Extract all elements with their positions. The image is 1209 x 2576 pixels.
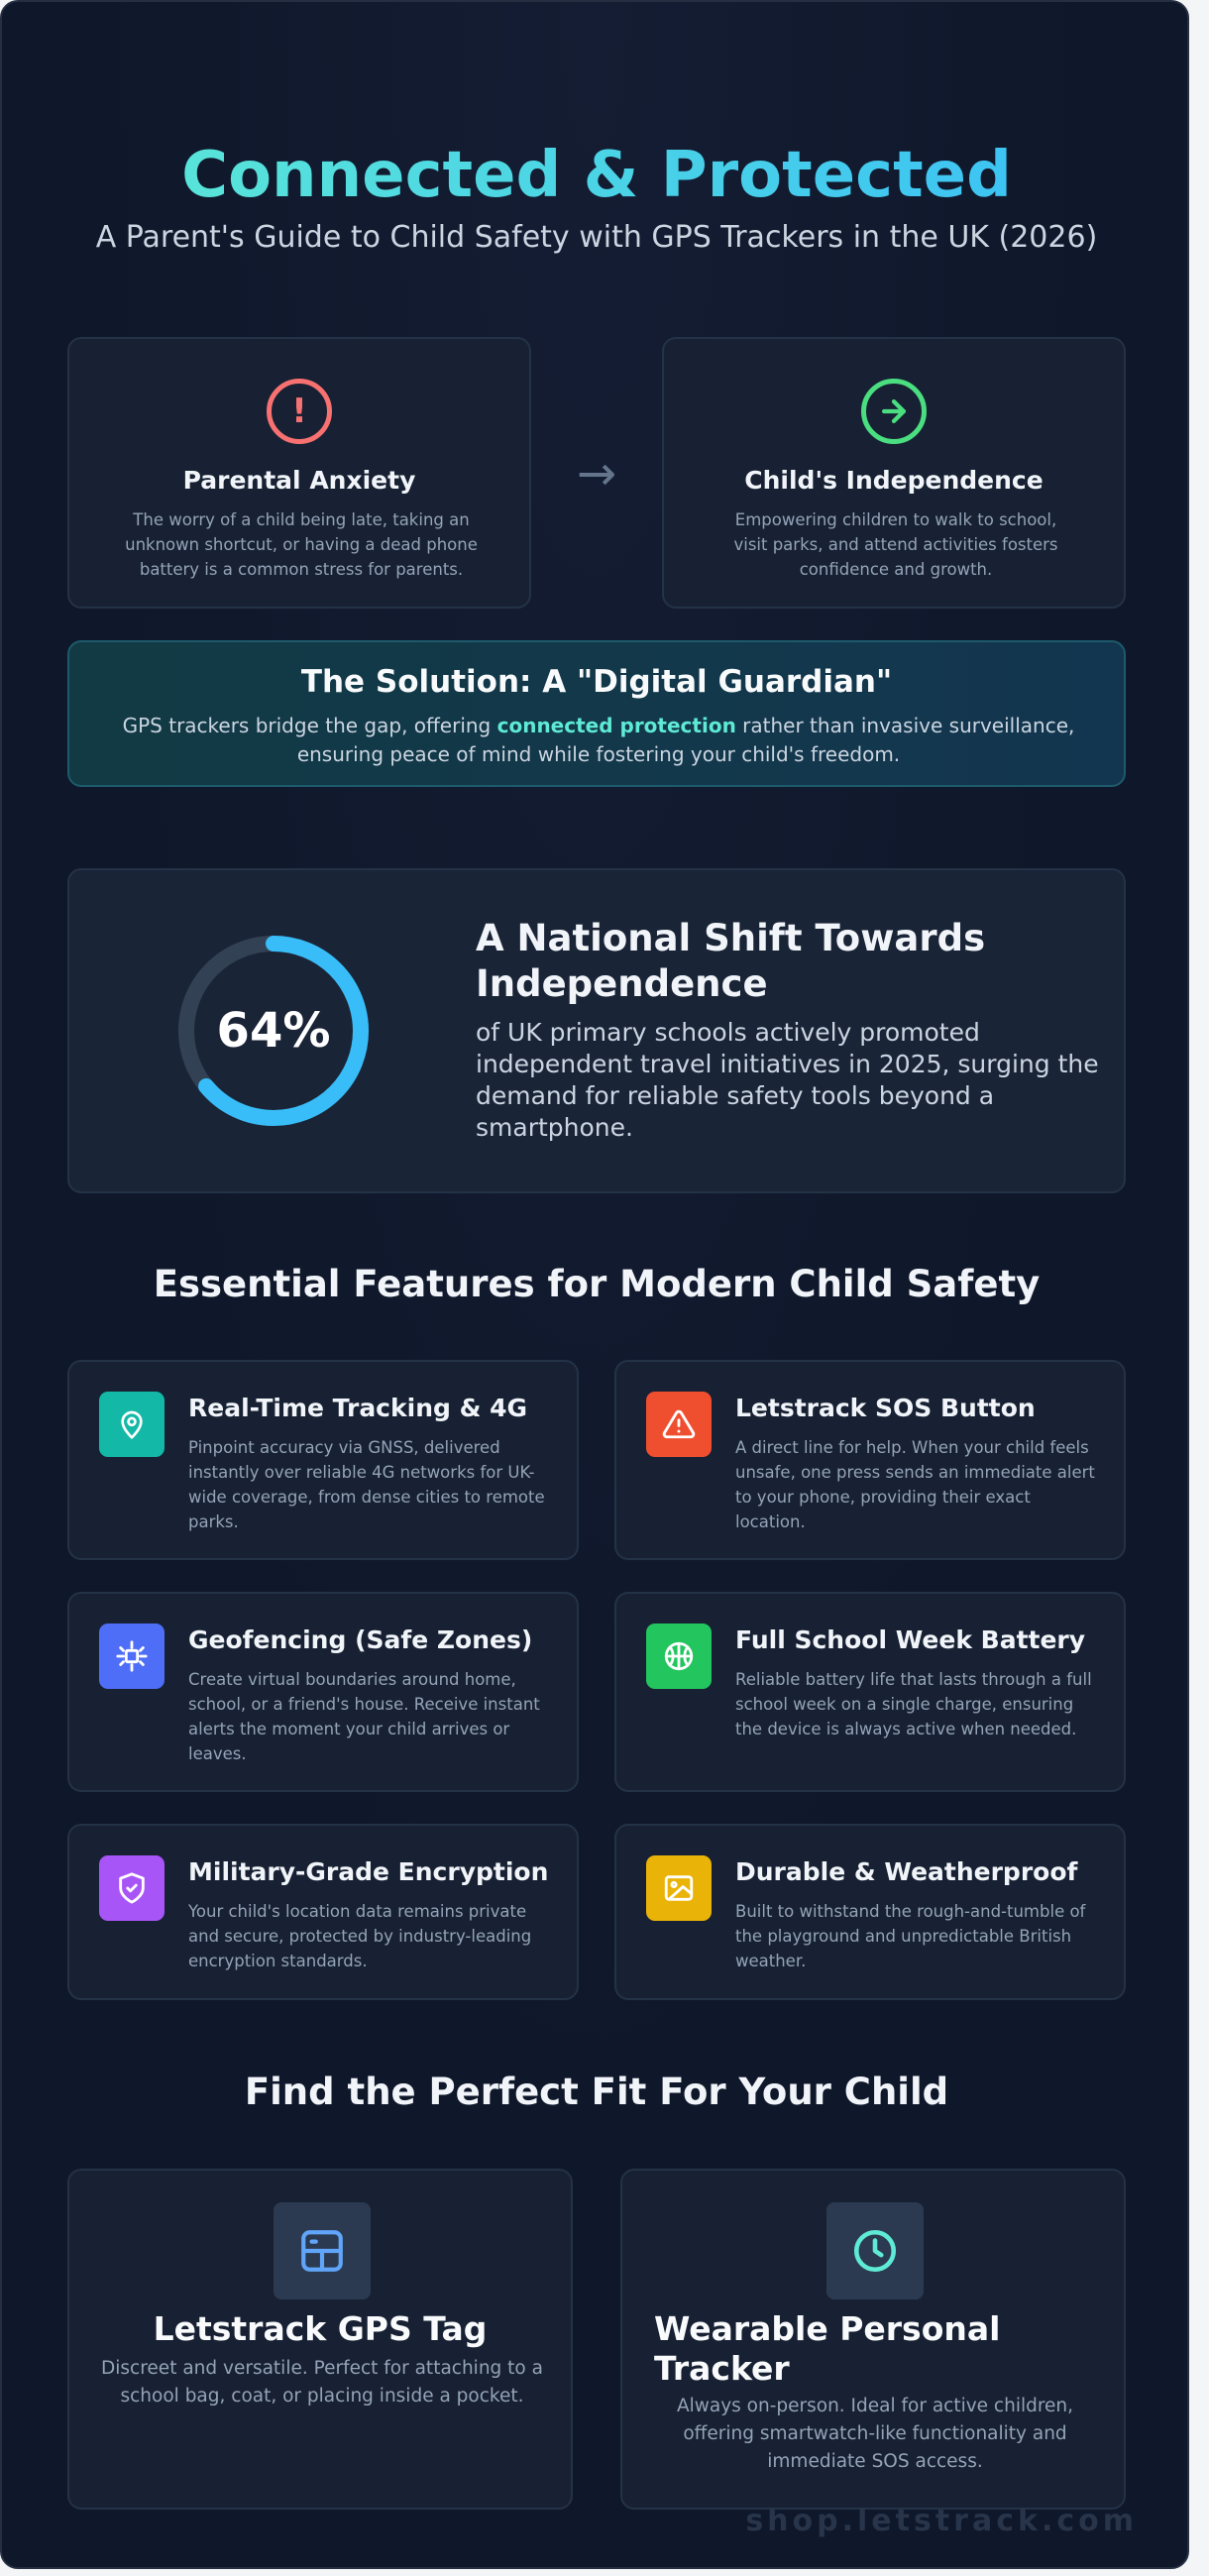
donut-percent-label: 64% xyxy=(216,1003,331,1059)
battery-icon xyxy=(646,1624,712,1689)
feature-card-durable xyxy=(614,1824,1126,2000)
product-title: Letstrack GPS Tag xyxy=(153,2309,488,2348)
child-independence-card xyxy=(662,337,1126,609)
feature-text: Your child's location data remains private and secure, protected by industry-leading encryption standards. xyxy=(188,1902,532,1970)
feature-title: Full School Week Battery xyxy=(735,1625,1086,1654)
product-text: Discreet and versatile. Perfect for attaching to a school bag, coat, or placing inside a pocket. xyxy=(101,2358,543,2407)
national-shift-text: of UK primary schools actively promoted independent travel initiatives in 2025, surging the demand for reliable safety tools beyond a smartphone. xyxy=(476,1018,1099,1142)
gps-tag-icon xyxy=(274,2202,371,2299)
feature-text: Create virtual boundaries around home, school, or a friend's house. Receive instant alerts the moment your child arrives or leaves. xyxy=(188,1670,540,1763)
child-independence-title: Child's Independence xyxy=(744,466,1044,495)
arrow-right-circle-icon xyxy=(861,379,927,444)
feature-title: Military-Grade Encryption xyxy=(188,1857,549,1886)
product-card-wearable xyxy=(620,2169,1126,2510)
clock-icon xyxy=(826,2202,924,2299)
national-shift-title: A National Shift Towards Independence xyxy=(476,917,986,1005)
feature-card-tracking xyxy=(67,1360,579,1560)
solution-banner xyxy=(67,640,1126,787)
feature-card-geofencing xyxy=(67,1592,579,1792)
products-section-title: Find the Perfect Fit For Your Child xyxy=(244,2071,949,2113)
feature-card-sos xyxy=(614,1360,1126,1560)
shield-check-icon xyxy=(99,1855,165,1921)
parental-anxiety-card xyxy=(67,337,531,609)
national-shift-card xyxy=(67,868,1126,1193)
parental-anxiety-title: Parental Anxiety xyxy=(182,466,416,495)
feature-title: Geofencing (Safe Zones) xyxy=(188,1625,533,1654)
page-title: Connected & Protected xyxy=(2,139,1189,212)
solution-highlight: connected protection xyxy=(496,714,736,737)
product-text: Always on-person. Ideal for active children, offering smartwatch-like functionality and immediate SOS access. xyxy=(676,2396,1074,2472)
feature-card-battery xyxy=(614,1592,1126,1792)
location-pin-icon xyxy=(99,1392,165,1457)
feature-card-encryption xyxy=(67,1824,579,2000)
child-independence-text: Empowering children to walk to school, visit parks, and attend activities fosters confidence and growth. xyxy=(733,510,1058,579)
features-section-title: Essential Features for Modern Child Safety xyxy=(153,1263,1041,1305)
parental-anxiety-text: The worry of a child being late, taking an unknown shortcut, or having a dead phone battery is a common stress for parents. xyxy=(125,510,478,579)
solution-text xyxy=(109,712,1088,769)
product-card-gps-tag xyxy=(67,2169,573,2510)
warning-triangle-icon xyxy=(646,1392,712,1457)
feature-title: Real-Time Tracking & 4G xyxy=(188,1394,528,1422)
solution-title: The Solution: A "Digital Guardian" xyxy=(300,664,893,700)
page-subtitle: A Parent's Guide to Child Safety with GPS Trackers in the UK (2026) xyxy=(95,220,1098,255)
feature-title: Durable & Weatherproof xyxy=(735,1857,1078,1886)
feature-text: Pinpoint accuracy via GNSS, delivered instantly over reliable 4G networks for UK-wide coverage, from dense cities to remote parks. xyxy=(188,1438,545,1531)
solution-text-end: rather than invasive surveillance, ensuring peace of mind while fostering your child's freedom. xyxy=(296,714,1075,766)
site-watermark: shop.letstrack.com xyxy=(745,2504,1138,2538)
feature-title: Letstrack SOS Button xyxy=(735,1394,1036,1422)
feature-text: Built to withstand the rough-and-tumble of the playground and unpredictable British weather. xyxy=(735,1902,1086,1970)
solution-text-start: GPS trackers bridge the gap, offering xyxy=(122,714,497,737)
image-icon xyxy=(646,1855,712,1921)
feature-text: A direct line for help. When your child feels unsafe, one press sends an immediate alert to your phone, providing their exact location. xyxy=(735,1438,1095,1531)
feature-text: Reliable battery life that lasts through a full school week on a single charge, ensuring the device is always active when needed. xyxy=(735,1670,1092,1738)
geofence-icon xyxy=(99,1624,165,1689)
arrow-right-icon: → xyxy=(576,446,617,502)
exclamation-circle-icon: ! xyxy=(267,379,332,444)
product-title: Wearable Personal Tracker xyxy=(654,2309,1001,2388)
